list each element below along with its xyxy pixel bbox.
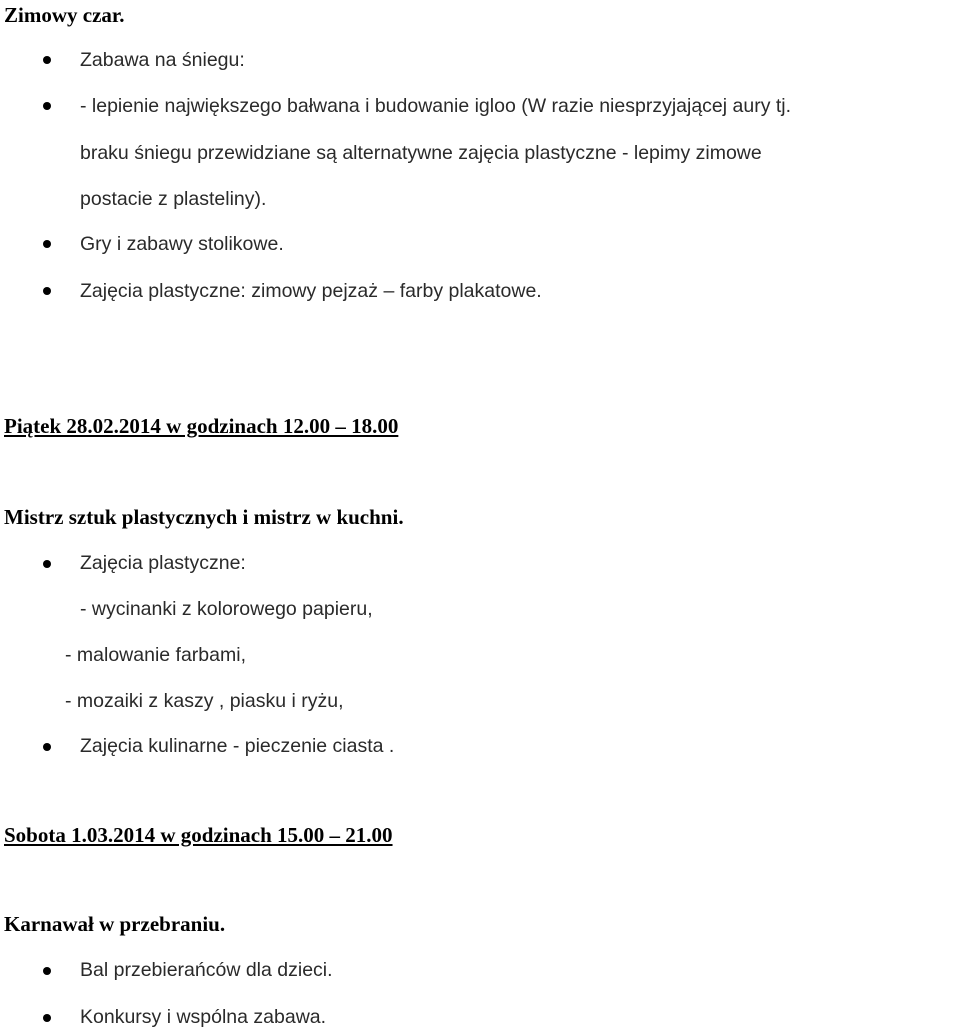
sub-item-text: - malowanie farbami, <box>65 644 246 666</box>
bullet-icon <box>43 560 51 568</box>
list-item-text: Konkursy i wspólna zabawa. <box>80 1006 327 1028</box>
bullet-icon <box>43 56 51 64</box>
section-heading-mistrz: Mistrz sztuk plastycznych i mistrz w kuchni. <box>4 505 404 529</box>
list-item-text: - lepienie największego bałwana i budowanie igloo (W razie niesprzyjającej aury tj. <box>80 95 792 117</box>
bullet-icon <box>43 287 51 295</box>
section-heading-zimowy-czar: Zimowy czar. <box>4 3 125 27</box>
list-item-continuation: braku śniegu przewidziane są alternatywne zajęcia plastyczne - lepimy zimowe <box>80 142 762 164</box>
bullet-icon <box>43 743 51 751</box>
list-item-text: Bal przebierańców dla dzieci. <box>80 959 333 981</box>
sub-item-text: - mozaiki z kaszy , piasku i ryżu, <box>65 690 344 712</box>
list-item-continuation: postacie z plasteliny). <box>80 188 267 210</box>
list-item-text: Gry i zabawy stolikowe. <box>80 233 284 255</box>
list-item-text: Zabawa na śniegu: <box>80 49 245 71</box>
list-item-text: Zajęcia kulinarne - pieczenie ciasta . <box>80 735 395 757</box>
bullet-icon <box>43 102 51 110</box>
bullet-icon <box>43 240 51 248</box>
bullet-icon <box>43 1014 51 1022</box>
date-heading-friday: Piątek 28.02.2014 w godzinach 12.00 – 18.00 <box>4 414 399 438</box>
date-heading-saturday: Sobota 1.03.2014 w godzinach 15.00 – 21.00 <box>4 823 393 847</box>
list-item-text: Zajęcia plastyczne: <box>80 552 246 574</box>
section-heading-karnawal: Karnawał w przebraniu. <box>4 912 226 936</box>
sub-item-text: - wycinanki z kolorowego papieru, <box>80 598 373 620</box>
bullet-icon <box>43 967 51 975</box>
list-item-text: Zajęcia plastyczne: zimowy pejzaż – farby plakatowe. <box>80 280 542 302</box>
